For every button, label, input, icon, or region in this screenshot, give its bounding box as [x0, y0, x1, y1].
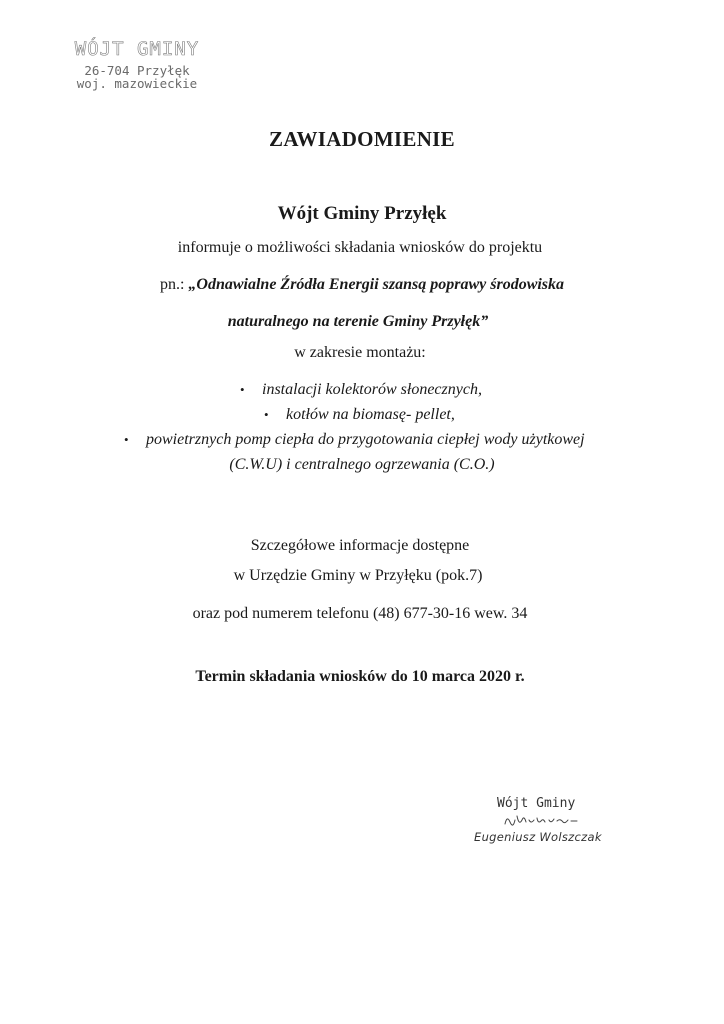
bullet-icon: •	[264, 407, 269, 422]
bullet-icon: •	[240, 382, 245, 397]
signature-title: Wójt Gminy	[497, 796, 576, 811]
info-line-1: Szczegółowe informacje dostępne	[250, 537, 470, 554]
stamp-region: woj. mazowieckie	[76, 76, 198, 92]
signature-scrawl-icon	[503, 812, 583, 830]
list-item	[264, 406, 455, 424]
project-prefix: pn.:	[159, 276, 185, 293]
list-item	[124, 431, 585, 449]
deadline-notice: Termin składania wniosków do 10 marca 2020 r.	[195, 668, 525, 685]
list-item	[240, 381, 482, 399]
list-item-text: instalacji kolektorów słonecznych,	[262, 381, 482, 398]
document-title: ZAWIADOMIENIE	[269, 127, 455, 151]
info-line-2: w Urzędzie Gminy w Przyłęku (pok.7)	[233, 567, 483, 584]
scope-text: w zakresie montażu:	[294, 344, 426, 361]
list-item-text: kotłów na biomasę- pellet,	[286, 406, 455, 423]
inform-text: informuje o możliwości składania wniosków do projektu	[177, 239, 543, 256]
project-name-part1: „Odnawialne Źródła Energii szansą poprawy środowiska	[188, 276, 565, 293]
signatory-name: Eugeniusz Wolszczak	[474, 830, 602, 844]
bullet-icon: •	[124, 432, 129, 447]
project-name-part2: naturalnego na terenie Gminy Przyłęk”	[227, 313, 489, 330]
issuer-heading: Wójt Gminy Przyłęk	[277, 203, 447, 224]
info-line-3: oraz pod numerem telefonu (48) 677-30-16 wew. 34	[192, 605, 528, 622]
stamp-title: WÓJT GMINY	[74, 38, 200, 60]
list-item-text: powietrznych pomp ciepła do przygotowania ciepłej wody użytkowej	[146, 431, 585, 448]
list-item-continuation: (C.W.U) i centralnego ogrzewania (C.O.)	[229, 456, 495, 473]
stamp-address: 26-704 Przyłęk	[84, 62, 190, 78]
office-stamp	[62, 40, 212, 90]
project-name-line	[0, 276, 724, 294]
